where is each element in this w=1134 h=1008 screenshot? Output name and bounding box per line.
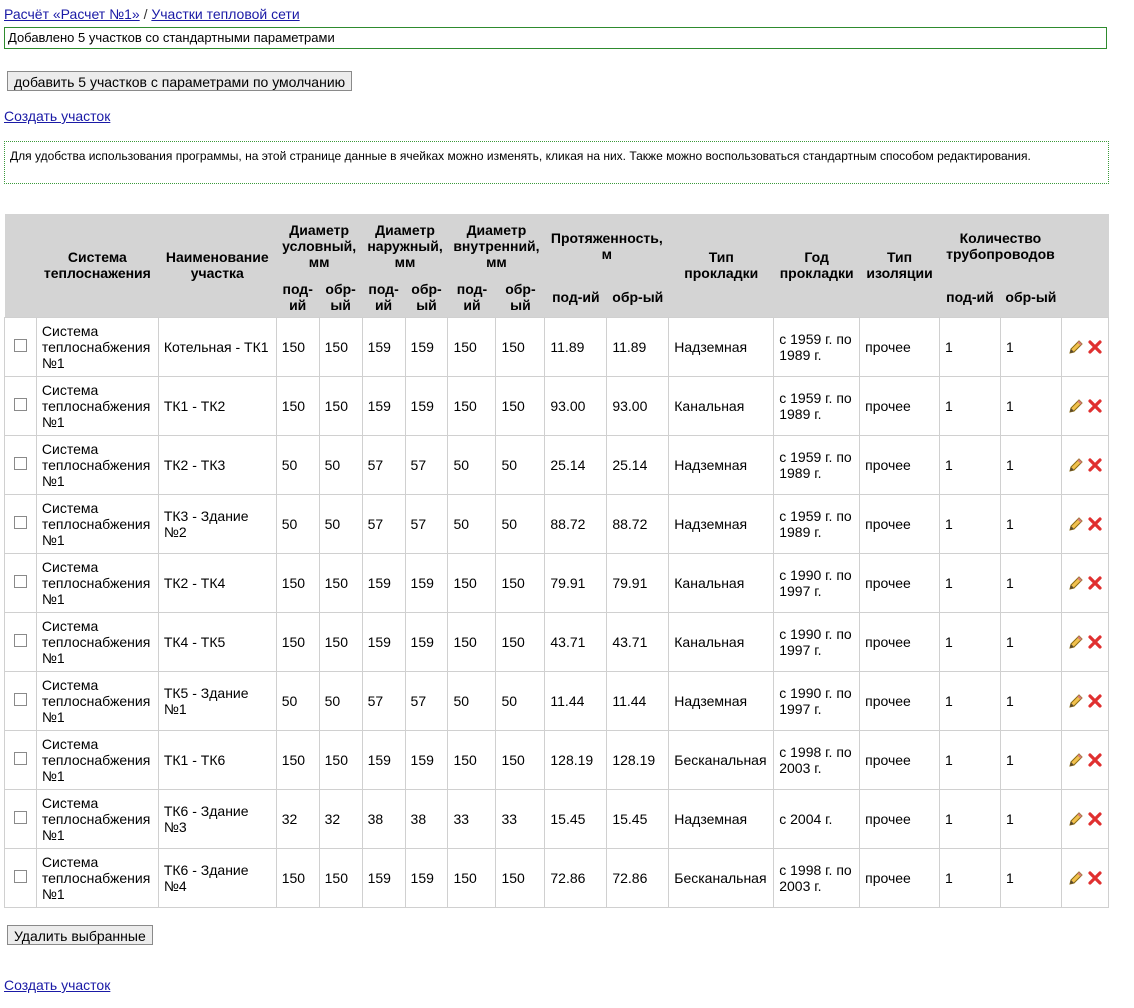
- row-select-cell: [5, 612, 37, 671]
- header-laying-type: Тип прокладки: [669, 214, 774, 317]
- cell-insulation[interactable]: прочее: [860, 494, 940, 553]
- cell-din-supply[interactable]: 150: [448, 730, 496, 789]
- cell-laying-type[interactable]: Канальная: [669, 553, 774, 612]
- cell-system[interactable]: Система теплоснабжения №1: [36, 730, 158, 789]
- cell-laying-type[interactable]: Надземная: [669, 317, 774, 376]
- cell-insulation[interactable]: прочее: [860, 435, 940, 494]
- cell-dout-supply[interactable]: 57: [362, 671, 405, 730]
- header-pipes: Количество трубопроводов: [940, 214, 1062, 277]
- sub-din-supply: под-ий: [448, 277, 496, 317]
- delete-x-icon[interactable]: [1088, 810, 1102, 826]
- status-message: Добавлено 5 участков со стандартными параметрами: [4, 27, 1107, 49]
- cell-laying-year[interactable]: с 1959 г. по 1989 г.: [774, 494, 860, 553]
- row-checkbox[interactable]: [14, 457, 27, 470]
- cell-pipes-return[interactable]: 1: [1000, 612, 1061, 671]
- row-select-cell: [5, 376, 37, 435]
- cell-pipes-return[interactable]: 1: [1000, 435, 1061, 494]
- cell-length-return[interactable]: 88.72: [607, 494, 669, 553]
- row-checkbox[interactable]: [14, 693, 27, 706]
- cell-laying-type[interactable]: Бесканальная: [669, 730, 774, 789]
- cell-dn-return[interactable]: 50: [319, 494, 362, 553]
- table-row: [5, 435, 1109, 494]
- usage-hint: Для удобства использования программы, на этой странице данные в ячейках можно изменять, кликая на них. Также можно воспользоваться стандартным способом редактирования.: [4, 141, 1109, 184]
- cell-dout-return[interactable]: 159: [405, 612, 448, 671]
- breadcrumb-calc-link[interactable]: Расчёт «Расчет №1»: [4, 6, 140, 22]
- table-row: [5, 671, 1109, 730]
- cell-dout-supply[interactable]: 57: [362, 494, 405, 553]
- sub-dn-supply: под-ий: [276, 277, 319, 317]
- cell-laying-year[interactable]: с 1959 г. по 1989 г.: [774, 435, 860, 494]
- cell-dn-supply[interactable]: 150: [276, 553, 319, 612]
- cell-system[interactable]: Система теплоснабжения №1: [36, 848, 158, 907]
- cell-name[interactable]: ТК1 - ТК2: [158, 376, 276, 435]
- cell-laying-year[interactable]: с 1990 г. по 1997 г.: [774, 671, 860, 730]
- cell-laying-year[interactable]: с 1998 г. по 2003 г.: [774, 730, 860, 789]
- cell-dout-supply[interactable]: 159: [362, 848, 405, 907]
- cell-pipes-supply[interactable]: 1: [940, 494, 1001, 553]
- cell-name[interactable]: ТК3 - Здание №2: [158, 494, 276, 553]
- sub-dout-supply: под-ий: [362, 277, 405, 317]
- cell-dout-return[interactable]: 38: [405, 789, 448, 848]
- cell-dout-supply[interactable]: 159: [362, 376, 405, 435]
- cell-insulation[interactable]: прочее: [860, 848, 940, 907]
- row-checkbox[interactable]: [14, 634, 27, 647]
- cell-dn-return[interactable]: 150: [319, 376, 362, 435]
- table-row: [5, 494, 1109, 553]
- cell-dout-return[interactable]: 159: [405, 848, 448, 907]
- row-select-cell: [5, 494, 37, 553]
- row-select-cell: [5, 435, 37, 494]
- cell-pipes-supply[interactable]: 1: [940, 376, 1001, 435]
- cell-din-return[interactable]: 50: [496, 671, 545, 730]
- cell-laying-year[interactable]: с 1990 г. по 1997 г.: [774, 612, 860, 671]
- pencil-icon[interactable]: [1068, 869, 1084, 885]
- delete-x-icon[interactable]: [1088, 869, 1102, 885]
- cell-name[interactable]: ТК6 - Здание №3: [158, 789, 276, 848]
- delete-x-icon[interactable]: [1088, 456, 1102, 472]
- cell-length-supply[interactable]: 88.72: [545, 494, 607, 553]
- breadcrumb-separator: /: [143, 6, 148, 22]
- cell-insulation[interactable]: прочее: [860, 376, 940, 435]
- cell-insulation[interactable]: прочее: [860, 730, 940, 789]
- cell-dn-supply[interactable]: 32: [276, 789, 319, 848]
- cell-din-return[interactable]: 33: [496, 789, 545, 848]
- delete-x-icon[interactable]: [1088, 633, 1102, 649]
- cell-insulation[interactable]: прочее: [860, 789, 940, 848]
- cell-dout-supply[interactable]: 38: [362, 789, 405, 848]
- row-checkbox[interactable]: [14, 811, 27, 824]
- row-actions: [1061, 730, 1108, 789]
- delete-selected-button[interactable]: Удалить выбранные: [7, 925, 153, 945]
- cell-insulation[interactable]: прочее: [860, 553, 940, 612]
- cell-length-supply[interactable]: 11.89: [545, 317, 607, 376]
- cell-pipes-supply[interactable]: 1: [940, 435, 1001, 494]
- pencil-icon[interactable]: [1068, 338, 1084, 354]
- cell-pipes-return[interactable]: 1: [1000, 317, 1061, 376]
- row-actions: [1061, 612, 1108, 671]
- cell-din-supply[interactable]: 33: [448, 789, 496, 848]
- cell-length-supply[interactable]: 128.19: [545, 730, 607, 789]
- cell-length-return[interactable]: 15.45: [607, 789, 669, 848]
- cell-name[interactable]: ТК6 - Здание №4: [158, 848, 276, 907]
- cell-pipes-return[interactable]: 1: [1000, 376, 1061, 435]
- cell-dout-return[interactable]: 159: [405, 730, 448, 789]
- cell-laying-year[interactable]: с 1990 г. по 1997 г.: [774, 553, 860, 612]
- header-laying-year: Год прокладки: [774, 214, 860, 317]
- table-row: [5, 317, 1109, 376]
- row-checkbox[interactable]: [14, 870, 27, 883]
- create-segment-link-top[interactable]: Создать участок: [4, 108, 111, 124]
- pencil-icon[interactable]: [1068, 515, 1084, 531]
- row-select-cell: [5, 553, 37, 612]
- cell-dout-return[interactable]: 57: [405, 494, 448, 553]
- cell-din-return[interactable]: 50: [496, 435, 545, 494]
- row-select-cell: [5, 789, 37, 848]
- cell-din-supply[interactable]: 150: [448, 848, 496, 907]
- cell-length-return[interactable]: 25.14: [607, 435, 669, 494]
- pencil-icon[interactable]: [1068, 574, 1084, 590]
- table-row: [5, 553, 1109, 612]
- row-select-cell: [5, 848, 37, 907]
- cell-pipes-supply[interactable]: 1: [940, 789, 1001, 848]
- cell-dout-return[interactable]: 57: [405, 435, 448, 494]
- cell-dout-return[interactable]: 57: [405, 671, 448, 730]
- cell-insulation[interactable]: прочее: [860, 612, 940, 671]
- row-actions: [1061, 376, 1108, 435]
- cell-length-return[interactable]: 128.19: [607, 730, 669, 789]
- add-default-segments-button[interactable]: добавить 5 участков с параметрами по умолчанию: [7, 71, 352, 91]
- pencil-icon[interactable]: [1068, 692, 1084, 708]
- cell-laying-type[interactable]: Надземная: [669, 789, 774, 848]
- cell-pipes-return[interactable]: 1: [1000, 671, 1061, 730]
- delete-x-icon[interactable]: [1088, 692, 1102, 708]
- pencil-icon[interactable]: [1068, 751, 1084, 767]
- cell-dout-supply[interactable]: 159: [362, 553, 405, 612]
- cell-name[interactable]: ТК5 - Здание №1: [158, 671, 276, 730]
- cell-length-supply[interactable]: 43.71: [545, 612, 607, 671]
- cell-laying-year[interactable]: с 1998 г. по 2003 г.: [774, 848, 860, 907]
- cell-din-supply[interactable]: 150: [448, 553, 496, 612]
- segments-table: [4, 214, 1109, 908]
- row-select-cell: [5, 671, 37, 730]
- table-row: [5, 612, 1109, 671]
- cell-dout-return[interactable]: 159: [405, 553, 448, 612]
- cell-dn-supply[interactable]: 150: [276, 848, 319, 907]
- header-name: Наименование участка: [158, 214, 276, 317]
- cell-length-supply[interactable]: 79.91: [545, 553, 607, 612]
- cell-pipes-return[interactable]: 1: [1000, 789, 1061, 848]
- cell-din-supply[interactable]: 150: [448, 317, 496, 376]
- pencil-icon[interactable]: [1068, 397, 1084, 413]
- breadcrumb: [4, 6, 300, 22]
- header-actions: [1061, 214, 1108, 317]
- row-checkbox[interactable]: [14, 575, 27, 588]
- cell-pipes-supply[interactable]: 1: [940, 553, 1001, 612]
- cell-dn-supply[interactable]: 150: [276, 730, 319, 789]
- cell-din-supply[interactable]: 150: [448, 612, 496, 671]
- cell-length-supply[interactable]: 11.44: [545, 671, 607, 730]
- cell-dout-supply[interactable]: 57: [362, 435, 405, 494]
- cell-dout-supply[interactable]: 159: [362, 730, 405, 789]
- table-row: [5, 376, 1109, 435]
- sub-dn-return: обр-ый: [319, 277, 362, 317]
- cell-laying-type[interactable]: Надземная: [669, 435, 774, 494]
- cell-din-supply[interactable]: 50: [448, 494, 496, 553]
- cell-name[interactable]: Котельная - ТК1: [158, 317, 276, 376]
- delete-x-icon[interactable]: [1088, 574, 1102, 590]
- cell-system[interactable]: Система теплоснабжения №1: [36, 376, 158, 435]
- cell-dn-return[interactable]: 150: [319, 848, 362, 907]
- cell-dn-return[interactable]: 150: [319, 730, 362, 789]
- cell-insulation[interactable]: прочее: [860, 671, 940, 730]
- cell-laying-year[interactable]: с 1959 г. по 1989 г.: [774, 317, 860, 376]
- pencil-icon[interactable]: [1068, 810, 1084, 826]
- cell-pipes-supply[interactable]: 1: [940, 730, 1001, 789]
- row-actions: [1061, 317, 1108, 376]
- row-checkbox[interactable]: [14, 752, 27, 765]
- cell-length-return[interactable]: 11.44: [607, 671, 669, 730]
- cell-dn-return[interactable]: 150: [319, 612, 362, 671]
- row-actions: [1061, 671, 1108, 730]
- cell-din-return[interactable]: 150: [496, 612, 545, 671]
- cell-din-return[interactable]: 150: [496, 730, 545, 789]
- cell-dout-return[interactable]: 159: [405, 376, 448, 435]
- row-actions: [1061, 848, 1108, 907]
- cell-pipes-supply[interactable]: 1: [940, 317, 1001, 376]
- row-checkbox[interactable]: [14, 516, 27, 529]
- cell-dn-return[interactable]: 150: [319, 553, 362, 612]
- row-checkbox[interactable]: [14, 339, 27, 352]
- row-actions: [1061, 553, 1108, 612]
- cell-din-return[interactable]: 150: [496, 376, 545, 435]
- cell-system[interactable]: Система теплоснабжения №1: [36, 612, 158, 671]
- cell-dn-return[interactable]: 150: [319, 317, 362, 376]
- cell-length-supply[interactable]: 15.45: [545, 789, 607, 848]
- cell-dn-supply[interactable]: 150: [276, 317, 319, 376]
- cell-din-return[interactable]: 150: [496, 553, 545, 612]
- header-dout: Диаметр наружный, мм: [362, 214, 448, 277]
- cell-length-return[interactable]: 11.89: [607, 317, 669, 376]
- cell-dn-supply[interactable]: 50: [276, 494, 319, 553]
- cell-dn-supply[interactable]: 50: [276, 671, 319, 730]
- delete-x-icon[interactable]: [1088, 397, 1102, 413]
- header-select: [5, 214, 37, 317]
- cell-dn-supply[interactable]: 150: [276, 612, 319, 671]
- sub-length-return: обр-ый: [607, 277, 669, 317]
- sub-din-return: обр-ый: [496, 277, 545, 317]
- cell-length-supply[interactable]: 72.86: [545, 848, 607, 907]
- cell-pipes-supply[interactable]: 1: [940, 612, 1001, 671]
- row-actions: [1061, 435, 1108, 494]
- cell-din-supply[interactable]: 50: [448, 671, 496, 730]
- table-row: [5, 789, 1109, 848]
- header-system: Система теплоснажения: [36, 214, 158, 317]
- sub-length-supply: под-ий: [545, 277, 607, 317]
- delete-x-icon[interactable]: [1088, 751, 1102, 767]
- cell-laying-type[interactable]: Канальная: [669, 376, 774, 435]
- delete-x-icon[interactable]: [1088, 515, 1102, 531]
- cell-system[interactable]: Система теплоснабжения №1: [36, 789, 158, 848]
- cell-pipes-supply[interactable]: 1: [940, 671, 1001, 730]
- cell-laying-year[interactable]: с 2004 г.: [774, 789, 860, 848]
- cell-length-supply[interactable]: 25.14: [545, 435, 607, 494]
- cell-name[interactable]: ТК1 - ТК6: [158, 730, 276, 789]
- cell-length-return[interactable]: 93.00: [607, 376, 669, 435]
- row-checkbox[interactable]: [14, 398, 27, 411]
- cell-name[interactable]: ТК4 - ТК5: [158, 612, 276, 671]
- cell-dn-supply[interactable]: 50: [276, 435, 319, 494]
- cell-dn-return[interactable]: 50: [319, 671, 362, 730]
- header-din: Диаметр внутренний, мм: [448, 214, 545, 277]
- cell-system[interactable]: Система теплоснабжения №1: [36, 317, 158, 376]
- cell-dn-return[interactable]: 50: [319, 435, 362, 494]
- cell-din-return[interactable]: 50: [496, 494, 545, 553]
- cell-name[interactable]: ТК2 - ТК4: [158, 553, 276, 612]
- table-row: [5, 730, 1109, 789]
- cell-insulation[interactable]: прочее: [860, 317, 940, 376]
- cell-laying-type[interactable]: Канальная: [669, 612, 774, 671]
- header-insulation: Тип изоляции: [860, 214, 940, 317]
- header-dn: Диаметр условный, мм: [276, 214, 362, 277]
- cell-pipes-return[interactable]: 1: [1000, 494, 1061, 553]
- cell-laying-type[interactable]: Надземная: [669, 671, 774, 730]
- cell-length-supply[interactable]: 93.00: [545, 376, 607, 435]
- cell-pipes-return[interactable]: 1: [1000, 848, 1061, 907]
- cell-length-return[interactable]: 72.86: [607, 848, 669, 907]
- cell-pipes-supply[interactable]: 1: [940, 848, 1001, 907]
- cell-pipes-return[interactable]: 1: [1000, 553, 1061, 612]
- cell-dout-supply[interactable]: 159: [362, 612, 405, 671]
- breadcrumb-section-link[interactable]: Участки тепловой сети: [151, 6, 300, 22]
- pencil-icon[interactable]: [1068, 633, 1084, 649]
- cell-laying-year[interactable]: с 1959 г. по 1989 г.: [774, 376, 860, 435]
- sub-pipes-supply: под-ий: [940, 277, 1001, 317]
- header-length: Протяженность, м: [545, 214, 669, 277]
- cell-length-return[interactable]: 79.91: [607, 553, 669, 612]
- cell-laying-type[interactable]: Бесканальная: [669, 848, 774, 907]
- cell-laying-type[interactable]: Надземная: [669, 494, 774, 553]
- cell-system[interactable]: Система теплоснабжения №1: [36, 553, 158, 612]
- cell-system[interactable]: Система теплоснабжения №1: [36, 435, 158, 494]
- cell-dout-return[interactable]: 159: [405, 317, 448, 376]
- sub-dout-return: обр-ый: [405, 277, 448, 317]
- cell-din-supply[interactable]: 150: [448, 376, 496, 435]
- cell-din-return[interactable]: 150: [496, 317, 545, 376]
- row-actions: [1061, 789, 1108, 848]
- cell-length-return[interactable]: 43.71: [607, 612, 669, 671]
- cell-system[interactable]: Система теплоснабжения №1: [36, 494, 158, 553]
- delete-x-icon[interactable]: [1088, 338, 1102, 354]
- cell-dn-return[interactable]: 32: [319, 789, 362, 848]
- row-actions: [1061, 494, 1108, 553]
- cell-din-supply[interactable]: 50: [448, 435, 496, 494]
- pencil-icon[interactable]: [1068, 456, 1084, 472]
- cell-name[interactable]: ТК2 - ТК3: [158, 435, 276, 494]
- table-body: [5, 317, 1109, 907]
- table-header-row: [5, 214, 1109, 277]
- sub-pipes-return: обр-ый: [1000, 277, 1061, 317]
- cell-system[interactable]: Система теплоснабжения №1: [36, 671, 158, 730]
- table-row: [5, 848, 1109, 907]
- row-select-cell: [5, 317, 37, 376]
- create-segment-link-bottom[interactable]: Создать участок: [4, 977, 111, 993]
- cell-din-return[interactable]: 150: [496, 848, 545, 907]
- cell-dout-supply[interactable]: 159: [362, 317, 405, 376]
- row-select-cell: [5, 730, 37, 789]
- cell-dn-supply[interactable]: 150: [276, 376, 319, 435]
- cell-pipes-return[interactable]: 1: [1000, 730, 1061, 789]
